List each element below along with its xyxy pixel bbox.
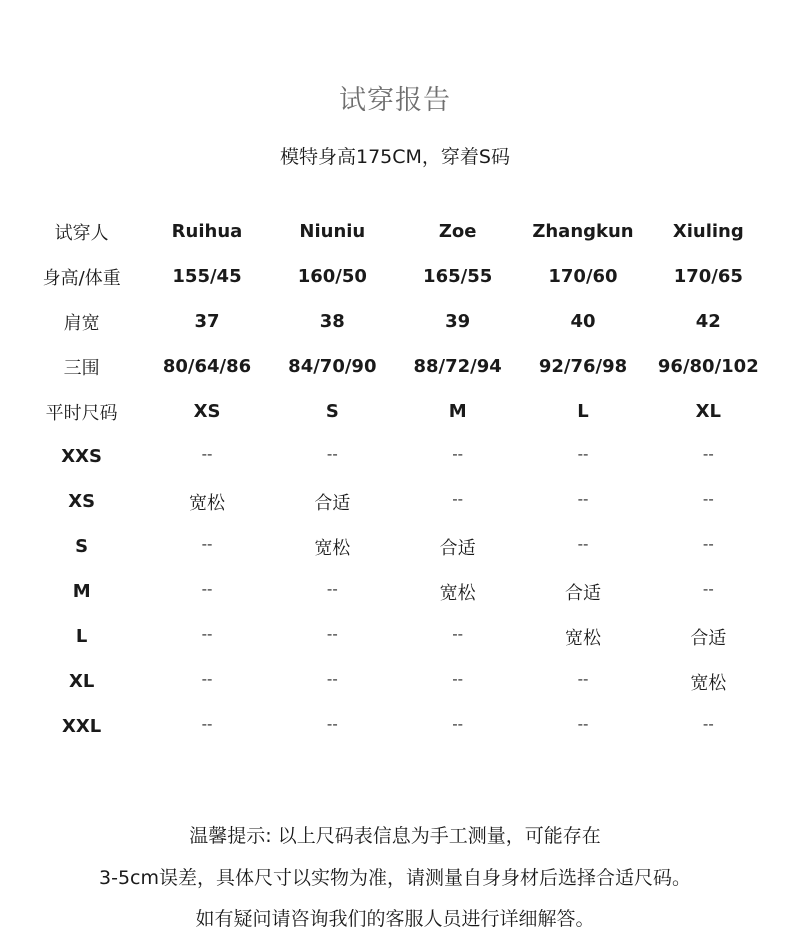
cell-value: -- [702,535,714,553]
model-info: 模特身高175CM，穿着S码 [280,146,510,168]
table-cell [270,254,395,299]
cell-value: 合适 [314,492,351,514]
cell-value: -- [452,490,464,508]
table-cell [646,659,771,704]
table-cell [270,524,395,569]
cell-value: 宽松 [564,627,601,649]
table-cell [520,524,645,569]
table-cell [395,434,520,479]
cell-value: L [577,401,589,422]
table-cell [270,434,395,479]
cell-value: 39 [445,311,471,332]
table-cell [646,299,771,344]
cell-value: 40 [570,311,596,332]
table-cell [395,569,520,614]
cell-value: -- [702,445,714,463]
cell-value: -- [452,715,464,733]
table-cell [144,659,269,704]
table-cell [144,704,269,749]
fit-report-body [19,209,771,749]
table-cell [144,209,269,254]
cell-value: -- [326,715,338,733]
table-cell [646,209,771,254]
table-row [19,389,771,434]
table-cell [144,524,269,569]
cell-value: -- [452,625,464,643]
table-row [19,209,771,254]
row-label: 平时尺码 [45,402,118,424]
cell-value: -- [452,670,464,688]
cell-value: Niuniu [299,221,366,242]
table-cell [395,344,520,389]
page-title: 试穿报告 [339,85,451,116]
row-label: 三围 [63,357,100,379]
row-label: XS [68,491,96,512]
table-cell [646,569,771,614]
table-cell [395,659,520,704]
table-cell [520,614,645,659]
cell-value: 合适 [690,627,727,649]
cell-value: 37 [194,311,220,332]
cell-value: S [325,401,339,422]
table-row [19,434,771,479]
table-cell [395,524,520,569]
table-cell [646,434,771,479]
table-cell [520,389,645,434]
row-label: XXS [61,446,103,467]
table-cell [520,254,645,299]
cell-value: -- [702,715,714,733]
cell-value: 合适 [564,582,601,604]
table-cell [520,479,645,524]
cell-value: -- [201,715,213,733]
cell-value: Xiuling [672,221,744,242]
table-cell [144,299,269,344]
table-cell [646,344,771,389]
table-row [19,524,771,569]
table-cell [270,704,395,749]
table-cell [520,659,645,704]
table-row [19,569,771,614]
row-label: 试穿人 [54,222,109,244]
table-row [19,614,771,659]
table-cell [270,209,395,254]
table-cell [144,569,269,614]
row-label: XXL [62,716,102,737]
table-cell [395,614,520,659]
cell-value: 宽松 [439,582,476,604]
cell-value: -- [577,670,589,688]
cell-value: 155/45 [172,266,242,287]
table-cell [646,524,771,569]
table-cell [395,704,520,749]
cell-value: 80/64/86 [162,356,252,377]
cell-value: -- [201,535,213,553]
cell-value: -- [577,715,589,733]
cell-value: 38 [319,311,345,332]
cell-value: -- [702,490,714,508]
table-cell [395,299,520,344]
table-cell [144,344,269,389]
table-cell [646,614,771,659]
table-cell [520,209,645,254]
notice-line-1: 温馨提示: 以上尺码表信息为手工测量，可能存在 [189,825,601,847]
cell-value: -- [577,490,589,508]
table-cell [646,389,771,434]
cell-value: -- [577,445,589,463]
table-cell [520,434,645,479]
cell-value: 160/50 [297,266,367,287]
cell-value: 170/65 [673,266,743,287]
cell-value: 宽松 [188,492,225,514]
table-cell [646,704,771,749]
table-cell [520,569,645,614]
cell-value: -- [452,445,464,463]
table-row [19,659,771,704]
cell-value: 宽松 [690,672,727,694]
cell-value: -- [326,670,338,688]
row-label: M [72,581,91,602]
table-cell [270,389,395,434]
table-row [19,704,771,749]
table-cell [270,479,395,524]
table-cell [270,299,395,344]
row-label: 身高/体重 [42,267,121,289]
cell-value: Zhangkun [532,221,634,242]
cell-value: -- [577,535,589,553]
table-cell [270,659,395,704]
table-cell [646,479,771,524]
table-cell [520,299,645,344]
table-cell [520,344,645,389]
notice-line-3: 如有疑问请咨询我们的客服人员进行详细解答。 [195,908,595,930]
cell-value: 170/60 [548,266,618,287]
table-cell [395,209,520,254]
cell-value: -- [326,445,338,463]
table-row [19,344,771,389]
cell-value: M [448,401,467,422]
table-cell [270,344,395,389]
cell-value: Zoe [438,221,477,242]
cell-value: 96/80/102 [657,356,759,377]
cell-value: -- [201,625,213,643]
cell-value: 合适 [439,537,476,559]
cell-value: -- [201,445,213,463]
cell-value: 88/72/94 [413,356,502,377]
row-label: S [75,536,89,557]
row-label: XL [68,671,95,692]
table-cell [395,389,520,434]
cell-value: 宽松 [314,537,351,559]
table-row [19,254,771,299]
table-cell [646,254,771,299]
table-cell [395,254,520,299]
table-cell [395,479,520,524]
table-cell [144,614,269,659]
table-cell [144,434,269,479]
table-cell [144,254,269,299]
cell-value: 92/76/98 [538,356,628,377]
cell-value: -- [326,580,338,598]
cell-value: -- [702,580,714,598]
table-cell [144,479,269,524]
row-label: L [75,626,88,647]
notice-line-2: 3-5cm误差，具体尺寸以实物为准，请测量自身身材后选择合适尺码。 [99,867,691,889]
row-label: 肩宽 [63,312,100,334]
table-cell [520,704,645,749]
cell-value: 84/70/90 [288,356,377,377]
table-cell [270,569,395,614]
table-row [19,299,771,344]
cell-value: XS [193,401,221,422]
cell-value: 165/55 [423,266,493,287]
table-cell [144,389,269,434]
fit-report-table [19,209,771,749]
cell-value: XL [695,401,721,422]
cell-value: -- [326,625,338,643]
cell-value: Ruihua [171,221,243,242]
cell-value: -- [201,670,213,688]
table-row [19,479,771,524]
table-cell [270,614,395,659]
cell-value: 42 [695,311,721,332]
cell-value: -- [201,580,213,598]
